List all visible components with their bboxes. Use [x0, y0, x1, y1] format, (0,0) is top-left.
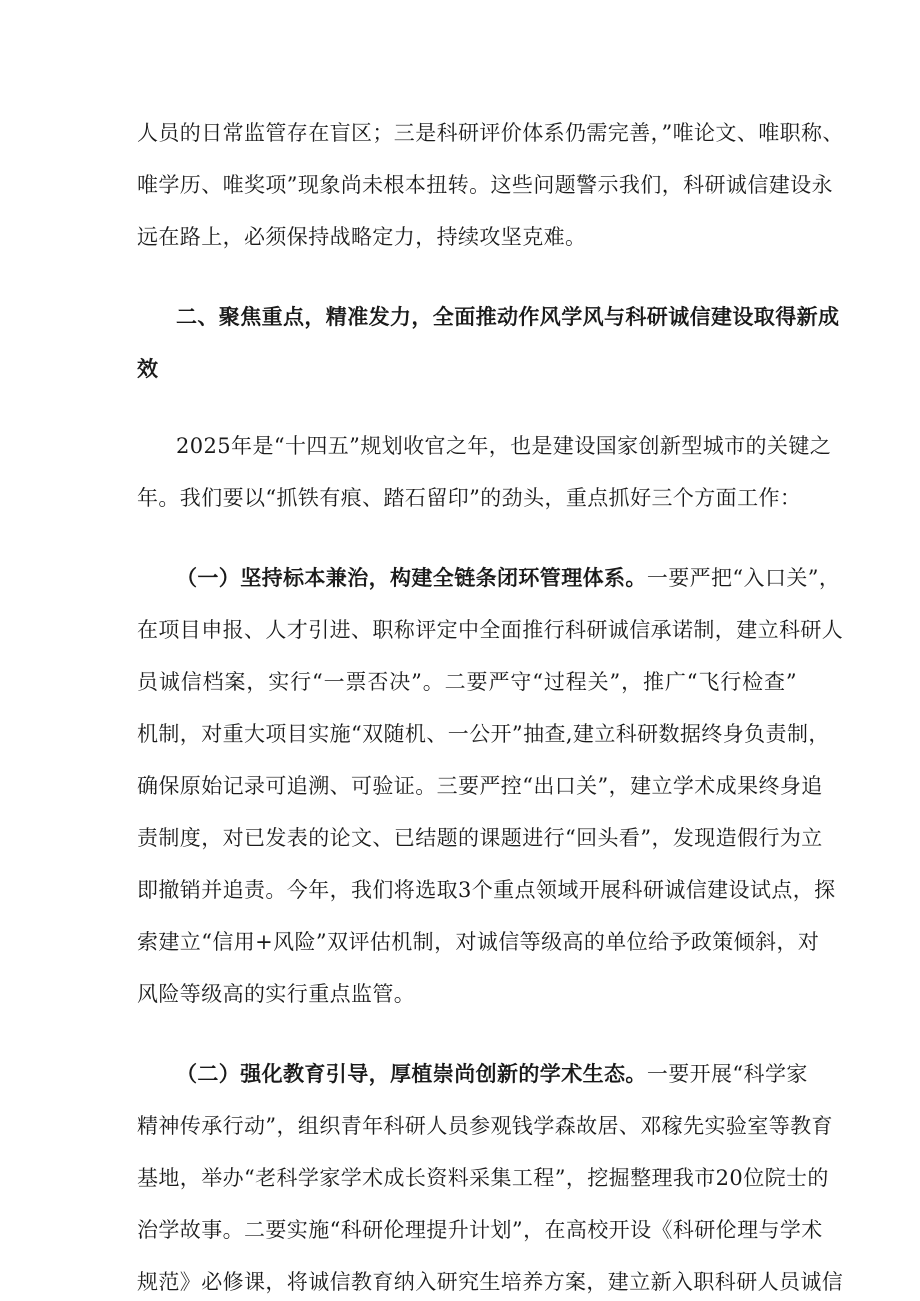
section1-line: 索建立“信用+风险”双评估机制，对诚信等级高的单位给予政策倾斜，对	[137, 930, 820, 954]
para1-line-2: 唯学历、唯奖项”现象尚未根本扭转。这些问题警示我们，科研诚信建设永	[137, 173, 833, 197]
section1-first-line-rest: 一要严把“入口关”，	[646, 566, 841, 590]
section-heading-line-1: 二、聚焦重点，精准发力，全面推动作风学风与科研诚信建设取得新成	[176, 304, 840, 329]
section2-first-line	[176, 1059, 808, 1089]
section1-line: 责制度，对已发表的论文、已结题的课题进行“回头看”，发现造假行为立	[137, 826, 823, 850]
para2-line-1: 2025年是“十四五”规划收官之年，也是建设国家创新型城市的关键之	[176, 434, 832, 458]
section2-heading: （二）强化教育引导，厚植崇尚创新的学术生态。	[176, 1061, 647, 1086]
para1-line-3: 远在路上，必须保持战略定力，持续攻坚克难。	[137, 225, 587, 249]
section1-heading: （一）坚持标本兼治，构建全链条闭环管理体系。	[176, 565, 647, 590]
section1-line: 在项目申报、人才引进、职称评定中全面推行科研诚信承诺制，建立科研人	[137, 618, 844, 642]
para2-line-2: 年。我们要以“抓铁有痕、踏石留印”的劲头，重点抓好三个方面工作：	[137, 486, 802, 510]
section2-first-line-rest: 一要开展“科学家	[646, 1062, 808, 1086]
section1-line: 机制，对重大项目实施“双随机、一公开”抽查,建立科研数据终身负责制，	[137, 722, 830, 746]
para1-line-1: 人员的日常监管存在盲区；三是科研评价体系仍需完善，”唯论文、唯职称、	[137, 121, 844, 145]
section1-line: 确保原始记录可追溯、可验证。三要严控“出口关”，建立学术成果终身追	[137, 774, 823, 798]
section2-line: 规范》必修课，将诚信教育纳入研究生培养方案，建立新入职科研人员诚信	[137, 1270, 844, 1294]
section1-line: 即撤销并追责。今年，我们将选取3个重点领域开展科研诚信建设试点，探	[137, 878, 836, 902]
section2-line: 精神传承行动”，组织青年科研人员参观钱学森故居、邓稼先实验室等教育	[137, 1114, 833, 1138]
section1-first-line	[176, 563, 841, 593]
section1-line: 员诚信档案，实行“一票否决”。二要严守“过程关”，推广“飞行检查”	[137, 670, 797, 694]
section2-line: 基地，举办“老科学家学术成长资料采集工程”，挖掘整理我市20位院士的	[137, 1166, 829, 1190]
section-heading-line-2: 效	[137, 356, 159, 381]
section2-line: 治学故事。二要实施“科研伦理提升计划”，在高校开设《科研伦理与学术	[137, 1218, 823, 1242]
section1-line: 风险等级高的实行重点监管。	[137, 982, 416, 1006]
